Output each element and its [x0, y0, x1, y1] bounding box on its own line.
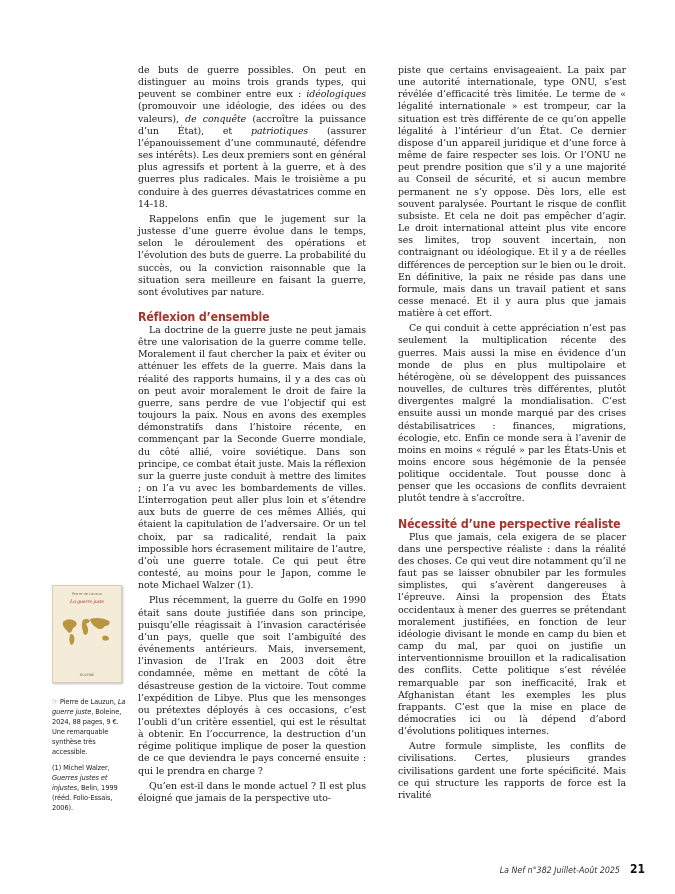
book-caption: ☞ Pierre de Lauzun, La guerre juste, Boleine, 2024, 88 pages, 9 €. Une remarquable synthèse très accessible. [52, 697, 126, 756]
section-heading-reflexion: Réflexion d’ensemble [138, 309, 270, 324]
emphasis-ideologiques: idéologiques [306, 89, 366, 101]
section-heading-perspective-realiste: Nécessité d’une perspective réaliste [398, 516, 621, 531]
paragraph-war-aims: de buts de guerre possibles. On peut en distinguer au moins trois grands types, qui peuvent se combiner entre eux : idéologiques (promouvoir une idéologie, des idées ou des valeurs), de conquête (accroître la puissance d’un État), et patriotiques (assurer l’épanouissement d’une communauté, défendre ses intérêts). Les deux premiers sont en général plus agressifs et portent à la guerre, et à des guerres plus radicales. Mais le troisième a pu conduire à des guerres dévastatrices comme en 14-18. [138, 65, 366, 210]
sidebar-captions [52, 697, 126, 813]
pointing-hand-icon: ☞ [52, 697, 58, 706]
emphasis-de-conquete: de conquête [185, 113, 247, 125]
book-cover-publisher: BOLEINE [79, 673, 95, 677]
paragraph-realist-perspective: Plus que jamais, cela exigera de se placer dans une perspective réaliste : dans la réalité des choses. Ce qui veut dire notamment qu’il ne faut pas se laisser obnubiler par les formules simplistes, qui s’avèrent dangereuses à l’épreuve. Ainsi la propension des États occidentaux à mener des guerres se prétendant moralement justifiées, en fonction de leur idéologie divisant le monde en camp du bien et camp du mal, par quoi on justifie un interventionnisme brouillon et la radicalisation des conflits. Cette politique s’est révélée remarquable par son inefficacité, Irak et Afghanistan étant les exemples les plus frappants. C’est que la mise en place de démocraties ici ou là dépend d’abord d’évolutions politiques internes. [398, 531, 626, 738]
book-cover-title: La guerre juste [70, 599, 104, 605]
paragraph-current-world: Qu’en est-il dans le monde actuel ? Il est plus éloigné que jamais de la perspective uto- [138, 780, 366, 804]
paragraph-civilisations: Autre formule simpliste, les conflits de civilisations. Certes, plusieurs grandes civilisations gardent une forte spécificité. Mais ce qui structure les rapports de force est la rivalité [398, 741, 626, 801]
magazine-issue: La Nef n°382 Juillet-Août 2025 [499, 866, 620, 876]
text-column-right [398, 65, 626, 802]
paragraph-judgement: Rappelons enfin que le jugement sur la justesse d’une guerre évolue dans le temps, selon le déroulement des opérations et l’évolution des buts de guerre. La probabilité du succès, ou la conviction raisonnable que la situation sera meilleure en faisant la guerre, sont évolutives par nature. [138, 213, 366, 298]
book-cover-author: Pierre de Lauzun [71, 592, 103, 596]
paragraph-multipolar-world: Ce qui conduit à cette appréciation n’est pas seulement la multiplication récente des guerres. Mais aussi la mise en évidence d’un monde de plus en plus multipolaire et hétérogène, où se développent des puissances nouvelles, de cultures très différentes, plutôt divergentes malgré la mondialisation. C’est ensuite aussi un monde marqué par des crises déstabilisatrices : finances, migrations, écologie, etc. Enfin ce monde sera à l’avenir de moins en moins « régulé » par les États-Unis et moins encore sous hégémonie de la pensée politique occidentale. Tout pousse donc à penser que les occasions de conflits devraient plutôt tendre à s’accroître. [398, 323, 626, 505]
paragraph-gulf-war: Plus récemment, la guerre du Golfe en 1990 était sans doute justifiée dans son principe, puisqu’elle réagissait à l’invasion caractérisée d’un pays, quelle que soit l’ambiguïté des événements antérieurs. Mais, inversement, l’invasion de l’Irak en 2003 doit être condamnée, même en mettant de côté la désastreuse gestion de la victoire. Tout comme l’expédition de Libye. Plus que les mensonges ou prétextes déployés à ces occasions, c’est l’oubli d’un critère essentiel, qui est le résultat à obtenir. En l’occurrence, la destruction d’un régime politique implique de poser la question de ce que deviendra le pays concerné ensuite : qui le prendra en charge ? [138, 595, 366, 777]
footnote-1: (1) Michel Walzer, Guerres justes et injustes, Belin, 1999 (rééd. Folio-Essais, 2006). [52, 763, 118, 812]
emphasis-patriotiques: patriotiques [251, 125, 309, 137]
book-cover-image [52, 585, 122, 683]
world-map-icon [59, 614, 115, 648]
paragraph-utopian-peace: piste que certains envisageaient. La paix par une autorité internationale, type ONU, s’est révélée d’efficacité très limitée. Le terme de « légalité internationale » est trompeur, car la situation est très différente de ce qu’on appelle légalité à l’intérieur d’un État. Ce dernier dispose d’un appareil juridique et d’une force à même de faire respecter ses lois. Or l’ONU ne peut prendre position que s’il y a une majorité au Conseil de sécurité, et si aucun membre permanent ne s’y oppose. Dès lors, elle est souvent paralysée. Pourtant le risque de conflit subsiste. Et cela ne doit pas empêcher d’agir. Le droit international atteint plus vite encore ses limites, trop souvent incertain, non contraignant ou idéologique. Et il y a de réelles différences de perception sur le bien ou le droit. En définitive, la paix ne réside pas dans une formule, mais dans un travail patient et sans cesse menacé. Et il y aura plus que jamais matière à cet effort. [398, 65, 626, 320]
text-column-left [138, 65, 366, 805]
page-number: 21 [629, 862, 645, 876]
sidebar-notes [52, 585, 126, 819]
paragraph-doctrine: La doctrine de la guerre juste ne peut jamais être une valorisation de la guerre comme telle. Moralement il faut chercher la paix et éviter ou atténuer les effets de la guerre. Mais dans la réalité des rapports humains, il y a des cas où on peut avoir moralement le droit de faire la guerre, sans perdre de vue l’objectif qui est toujours la paix. Nous en avons des exemples démonstratifs dans l’histoire récente, en commençant par la Seconde Guerre mondiale, du côté allié, voire soviétique. Dans son principe, ce combat était juste. Mais la réflexion sur la guerre juste conduit à mettre des limites ; on l’a vu avec les bombardements de villes. L’interrogation peut aller plus loin et s’étendre aux buts de guerre de ces mêmes Alliés, qui étaient la capitulation de l’adversaire. Or un tel choix, par sa radicalité, rendait la paix impossible hors écrasement militaire de l’autre, d’où une guerre totale. Ce qui peut être contesté, au moins pour le Japon, comme le note Michael Walzer (1). [138, 324, 366, 592]
page-footer [0, 858, 645, 877]
